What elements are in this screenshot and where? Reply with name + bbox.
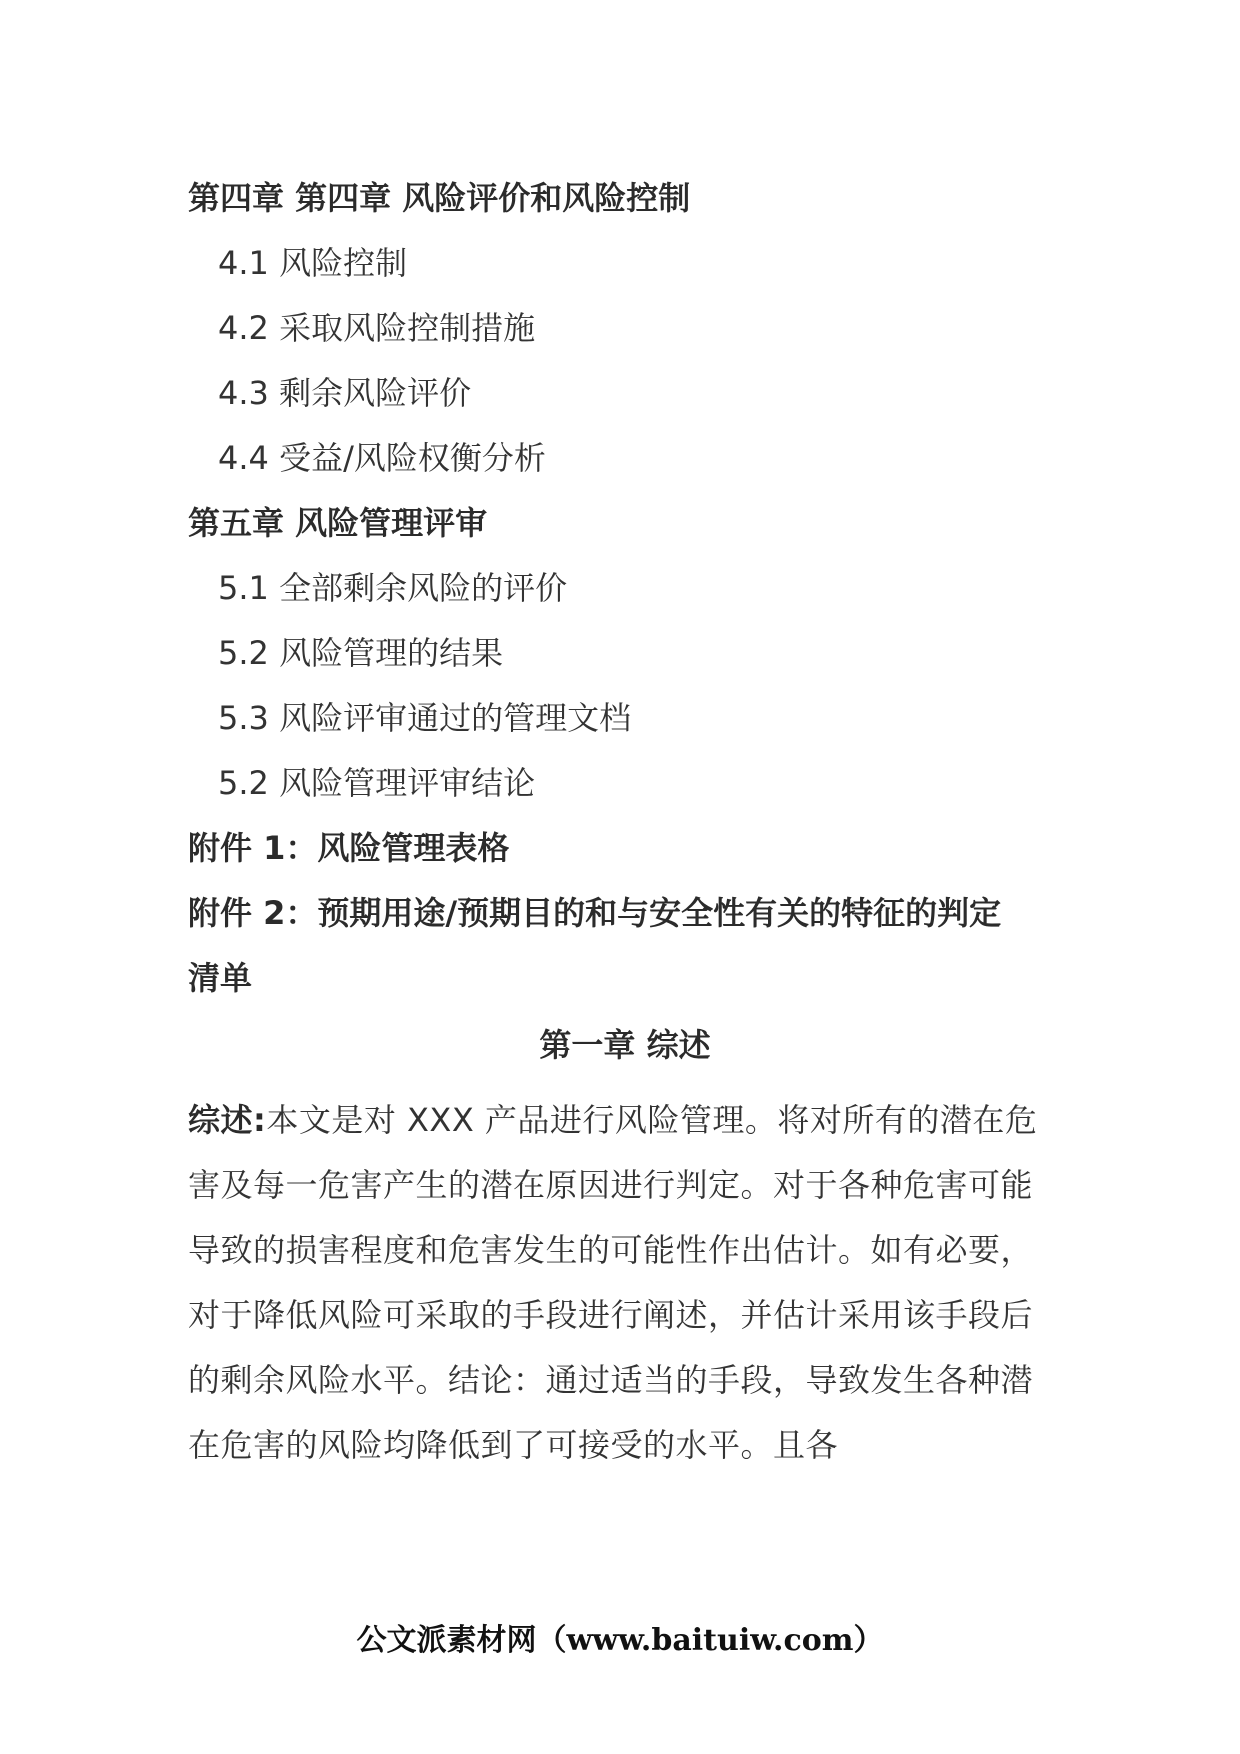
toc-section-4-2: 4.2 采取风险控制措施 [218, 309, 536, 347]
toc-section-5-1: 5.1 全部剩余风险的评价 [218, 569, 568, 607]
table-of-contents [188, 166, 1068, 1011]
overview-text: 本文是对 XXX 产品进行风险管理。将对所有的潜在危害及每一危害产生的潜在原因进行判定。对于各种危害可能导致的损害程度和危害发生的可能性作出估计。如有必要，对于降低风险可采取的手段进行阐述，并估计采用该手段后的剩余风险水平。结论：通过适当的手段，导致发生各种潜在危害的风险均降低到了可接受的水平。且各 [188, 1101, 1038, 1464]
toc-annex-2-line-2: 清单 [188, 959, 253, 997]
overview-paragraph [188, 1088, 1062, 1478]
toc-section-4-3: 4.3 剩余风险评价 [218, 374, 472, 412]
toc-annex-2-line-1: 附件 2：预期用途/预期目的和与安全性有关的特征的判定 [188, 894, 1002, 932]
page-footer: 公文派素材网（www.baituiw.com） [356, 1623, 884, 1658]
toc-section-5-3: 5.3 风险评审通过的管理文档 [218, 699, 632, 737]
toc-section-5-2: 5.2 风险管理的结果 [218, 634, 504, 672]
overview-lead: 综述: [188, 1101, 267, 1139]
toc-annex-1: 附件 1：风险管理表格 [188, 829, 510, 867]
chapter-title: 第一章 综述 [539, 1026, 711, 1064]
toc-section-5-4: 5.2 风险管理评审结论 [218, 764, 536, 802]
toc-section-4-4: 4.4 受益/风险权衡分析 [218, 439, 546, 477]
toc-section-4-1: 4.1 风险控制 [218, 244, 408, 282]
toc-chapter-5: 第五章 风险管理评审 [188, 504, 488, 542]
toc-chapter-4: 第四章 第四章 风险评价和风险控制 [188, 179, 691, 217]
